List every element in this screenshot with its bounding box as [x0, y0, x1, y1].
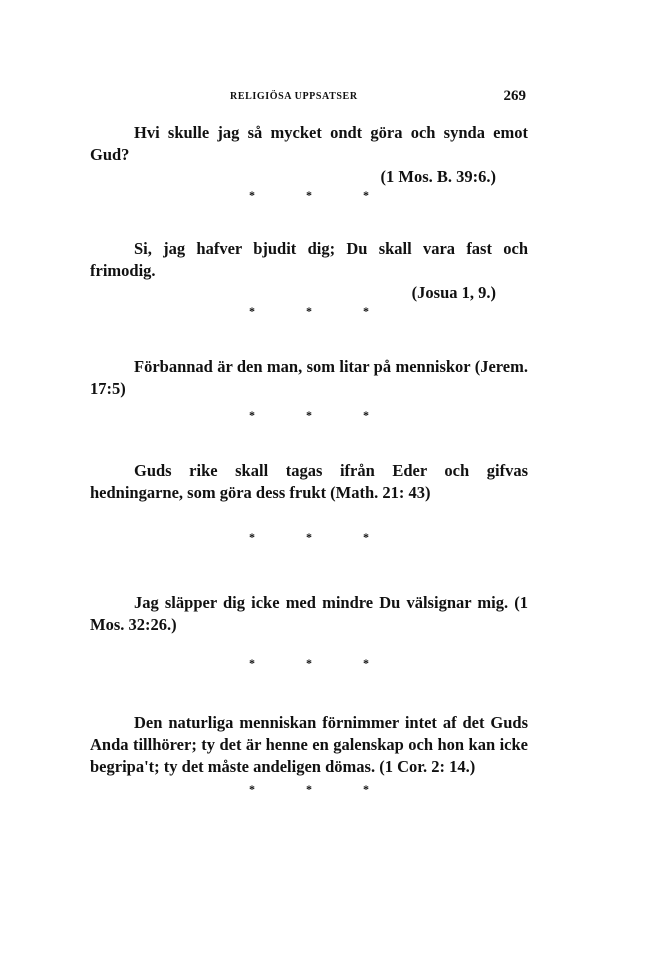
- passage-text: Den naturliga menniskan förnimmer intet af det Guds Anda tillhörer; ty det är henne en galenskap och hon kan icke begripa't; ty det måste andeligen dömas. (1 Cor. 2: 14.): [90, 713, 528, 776]
- passage-2: [90, 238, 528, 318]
- page-header: [90, 88, 528, 108]
- section-separator: * * *: [249, 656, 393, 670]
- section-separator: * * *: [249, 782, 393, 796]
- passage-5: [90, 592, 528, 670]
- passage-1: [90, 122, 528, 202]
- section-separator: * * *: [249, 188, 393, 202]
- passage-4: [90, 460, 528, 544]
- passage-text: Förbannad är den man, som litar på menniskor (Jerem. 17:5): [90, 357, 528, 398]
- section-separator: * * *: [249, 408, 393, 422]
- running-title: RELIGIÖSA UPPSATSER: [230, 91, 358, 102]
- section-separator: * * *: [249, 304, 393, 318]
- section-separator: * * *: [249, 530, 393, 544]
- page-number: 269: [503, 88, 526, 104]
- passage-text: Hvi skulle jag så mycket ondt göra och synda emot Gud?: [90, 123, 528, 164]
- passage-text: Guds rike skall tagas ifrån Eder och gifvas hedningarne, som göra dess frukt (Math. 21: 43): [90, 461, 528, 502]
- passage-citation: (1 Mos. B. 39:6.): [380, 167, 496, 186]
- passage-3: [90, 356, 528, 422]
- passage-text: Jag släpper dig icke med mindre Du välsignar mig. (1 Mos. 32:26.): [90, 593, 528, 634]
- passage-citation: (Josua 1, 9.): [411, 283, 496, 302]
- passage-6: [90, 712, 528, 796]
- passage-text: Si, jag hafver bjudit dig; Du skall vara fast och frimodig.: [90, 239, 528, 280]
